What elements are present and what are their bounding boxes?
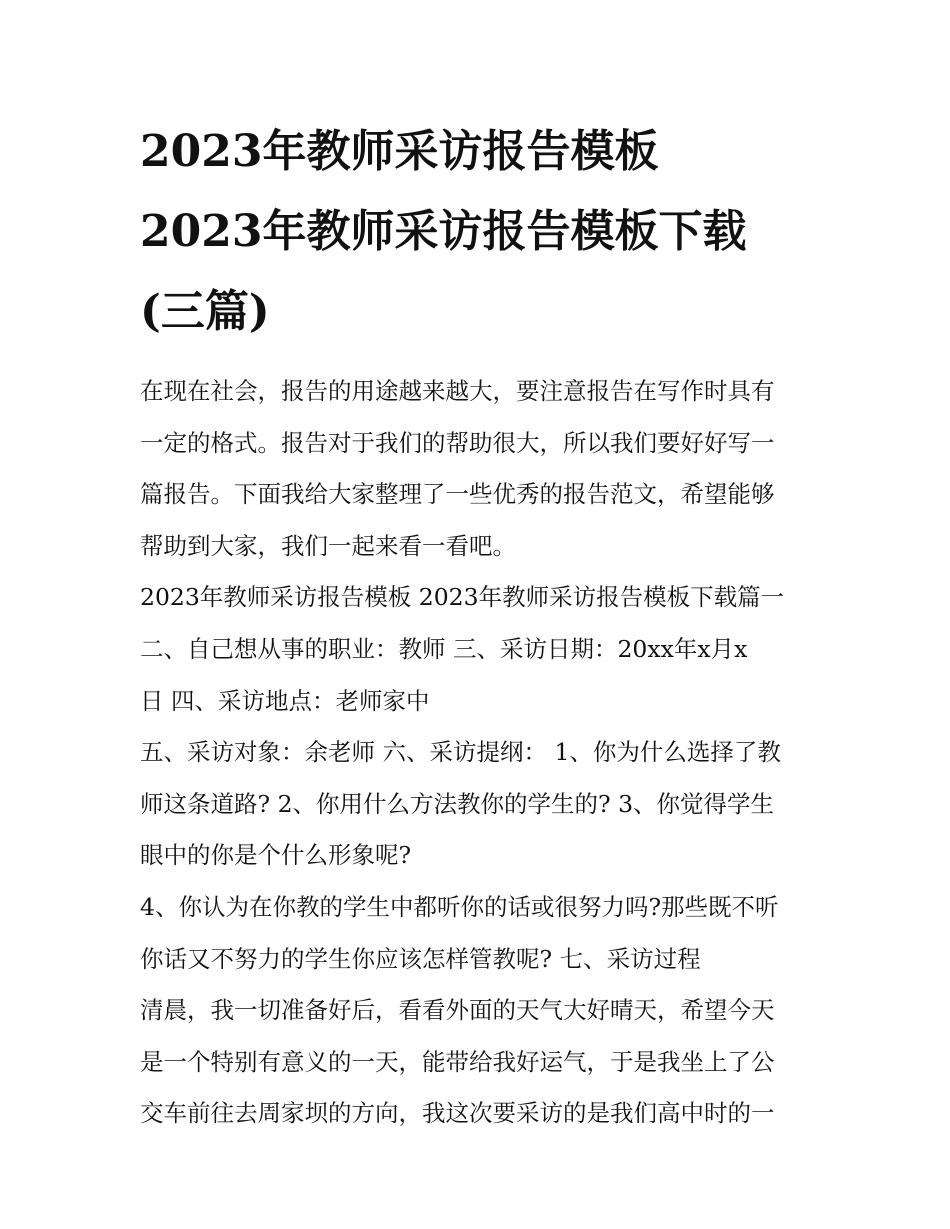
question-paragraph	[140, 882, 812, 985]
text-line: 在现在社会，报告的用途越来越大，要注意报告在写作时具有	[140, 377, 775, 405]
text-line: 帮助到大家，我们一起来看一看吧。	[140, 531, 516, 560]
intro-paragraph	[140, 366, 812, 572]
title-line: 2023年教师采访报告模板	[140, 126, 659, 177]
section-heading-paragraph	[140, 572, 812, 727]
interview-outline-paragraph	[140, 727, 812, 882]
text-line: 五、采访对象：余老师 六、采访提纲： 1、你为什么选择了教	[140, 738, 781, 767]
text-line: 一定的格式。报告对于我们的帮助很大，所以我们要好好写一	[140, 428, 775, 457]
document-page	[140, 112, 820, 1140]
text-line: 师这条道路? 2、你用什么方法教你的学生的? 3、你觉得学生	[140, 789, 775, 818]
text-line: 日 四、采访地点：老师家中	[140, 686, 430, 715]
text-line: 4、你认为在你教的学生中都听你的话或很努力吗?那些既不听	[140, 892, 779, 921]
text-line: 二、自己想从事的职业：教师 三、采访日期：20xx年x月x	[140, 634, 748, 663]
text-line: 你话又不努力的学生你应该怎样管教呢? 七、采访过程	[140, 944, 701, 973]
title-line: 2023年教师采访报告模板下载	[140, 206, 747, 257]
text-line: 清晨，我一切准备好后，看看外面的天气大好晴天，希望今天	[140, 996, 775, 1025]
text-line: 篇报告。下面我给大家整理了一些优秀的报告范文，希望能够	[140, 480, 775, 509]
process-paragraph	[140, 985, 812, 1140]
title-line: (三篇)	[140, 286, 270, 337]
document-title	[140, 112, 810, 352]
text-line: 交车前往去周家坝的方向，我这次要采访的是我们高中时的一	[140, 1099, 775, 1128]
text-line: 是一个特别有意义的一天，能带给我好运气，于是我坐上了公	[140, 1047, 775, 1076]
text-line: 2023年教师采访报告模板 2023年教师采访报告模板下载篇一	[140, 583, 785, 612]
text-line: 眼中的你是个什么形象呢?	[140, 841, 412, 870]
